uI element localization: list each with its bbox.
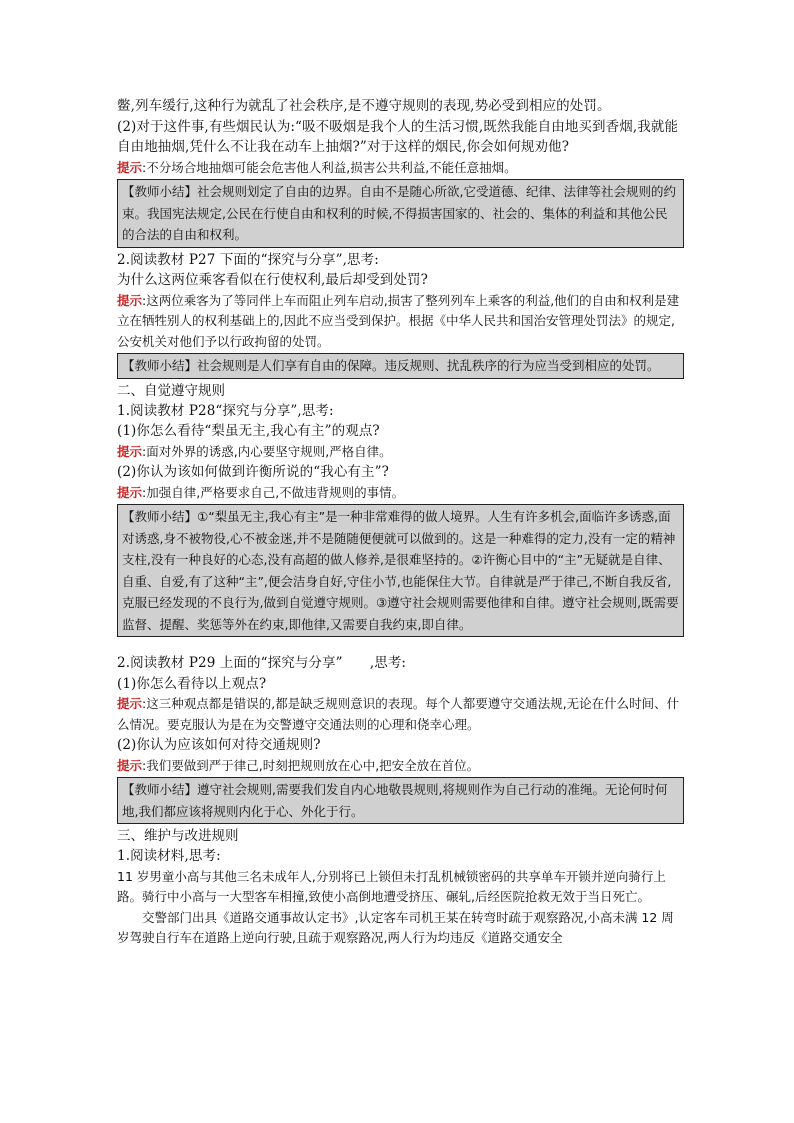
teacher-summary-box: 【教师小结】社会规则是人们享有自由的保障。违反规则、扰乱秩序的行为应当受到相应的处罚。: [117, 353, 684, 379]
hint-paragraph: [117, 291, 684, 353]
document-content: [117, 96, 684, 949]
section-heading: 二、自觉遵守规则: [117, 382, 225, 399]
question: (1)你怎么看待“梨虽无主,我心有主”的观点?: [117, 423, 380, 439]
hint-paragraph: [117, 483, 684, 504]
hint-label: 提示: [117, 757, 143, 773]
hint-text: :面对外界的诱惑,内心要坚守规则,严格自律。: [142, 443, 392, 459]
hint-text: :这两位乘客为了等同伴上车而阻止列车启动,损害了整列列车上乘客的利益,他们的自由和权利是建立在牺牲别人的权利基础上的,因此不应当受到保护。根据《中华人民共和国治安管理处罚法》的规定,公安机关对他们予以行政拘留的处罚。: [117, 292, 680, 349]
hint-text: :我们要做到严于律己,时刻把规则放在心中,把安全放在首位。: [142, 757, 480, 773]
question: (2)你认为该如何做到许衡所说的“我心有主”?: [117, 464, 389, 480]
hint-paragraph: [117, 158, 684, 179]
hint-text: :不分场合地抽烟可能会危害他人利益,损害公共利益,不能任意抽烟。: [142, 159, 517, 175]
reading-task: 2.阅读教材 P29 上面的“探究与分享” ,思考:: [117, 655, 407, 671]
hint-text: :加强自律,严格要求自己,不做违背规则的事情。: [142, 484, 405, 500]
hint-label: 提示: [117, 696, 143, 711]
material-paragraph: 11 岁男童小高与其他三名未成年人,分别将已上锁但未打乱机械锁密码的共享单车开锁并逆向骑行上路。骑行中小高与一大型客车相撞,致使小高倒地遭受挤压、碾轧,后经医院抢救无效于当日死亡。: [117, 868, 666, 904]
teacher-summary-box: 【教师小结】遵守社会规则,需要我们发自内心地敬畏规则,将规则作为自己行动的准绳。无论何时何地,我们都应该将规则内化于心、外化于行。: [117, 777, 684, 824]
question: (2)你认为应该如何对待交通规则?: [117, 737, 321, 753]
material-paragraph: 交警部门出具《道路交通事故认定书》,认定客车司机王某在转弯时疏于观察路况,小高未满 12 周岁驾驶自行车在道路上逆向行驶,且疏于观察路况,两人行为均违反《道路交通安全: [117, 909, 674, 945]
spacer: [117, 639, 684, 653]
question-2: (2)对于这件事,有些烟民认为:“吸不吸烟是我个人的生活习惯,既然我能自由地买到香烟,我就能自由地抽烟,凭什么不让我在动车上抽烟?”对于这样的烟民,你会如何规劝他?: [117, 118, 679, 155]
question: 为什么这两位乘客看似在行使权利,最后却受到处罚?: [117, 272, 428, 288]
question: (1)你怎么看待以上观点?: [117, 675, 267, 692]
reading-task: 1.阅读教材 P28“探究与分享”,思考:: [117, 402, 334, 419]
hint-paragraph: [117, 694, 684, 735]
teacher-summary-box: 【教师小结】社会规则划定了自由的边界。自由不是随心所欲,它受道德、纪律、法律等社会规则的约束。我国宪法规定,公民在行使自由和权利的时候,不得损害国家的、社会的、集体的利益和其他公民的合法的自由和权利。: [117, 179, 684, 248]
hint-paragraph: [117, 442, 684, 463]
teacher-summary-box: 【教师小结】①“梨虽无主,我心有主”是一种非常难得的做人境界。人生有许多机会,面临许多诱惑,面对诱惑,身不被物役,心不被金迷,并不是随随便便就可以做到的。这是一种难得的定力,没有一定的精神支柱,没有一种良好的心态,没有高超的做人修养,是很难坚持的。②许衡心目中的“主”无疑就是自律、自重、自爱,有了这种“主”,便会洁身自好,守住小节,也能保住大节。自律就是严于律己,不断自我反省,克服已经发现的不良行为,做到自觉遵守规则。③遵守社会规则需要他律和自律。遵守社会规则,既需要监督、提醒、奖惩等外在约束,即他律,又需要自我约束,即自律。: [117, 504, 684, 637]
hint-label: 提示: [117, 443, 143, 459]
reading-task: 1.阅读材料,思考:: [117, 848, 221, 864]
reading-task: 2.阅读教材 P27 下面的“探究与分享”,思考:: [117, 251, 379, 268]
hint-paragraph: [117, 756, 684, 777]
section-heading: 三、维护与改进规则: [117, 828, 239, 844]
text-paragraph: 鳖,列车缓行,这种行为就乱了社会秩序,是不遵守规则的表现,势必受到相应的处罚。: [117, 98, 611, 114]
hint-label: 提示: [117, 159, 143, 175]
hint-label: 提示: [117, 484, 143, 500]
hint-label: 提示: [117, 292, 143, 308]
hint-text: :这三种观点都是错误的,都是缺乏规则意识的表现。每个人都要遵守交通法规,无论在什么时间、什么情况。要克服认为是在为交警遵守交通法则的心理和侥幸心理。: [117, 696, 680, 732]
